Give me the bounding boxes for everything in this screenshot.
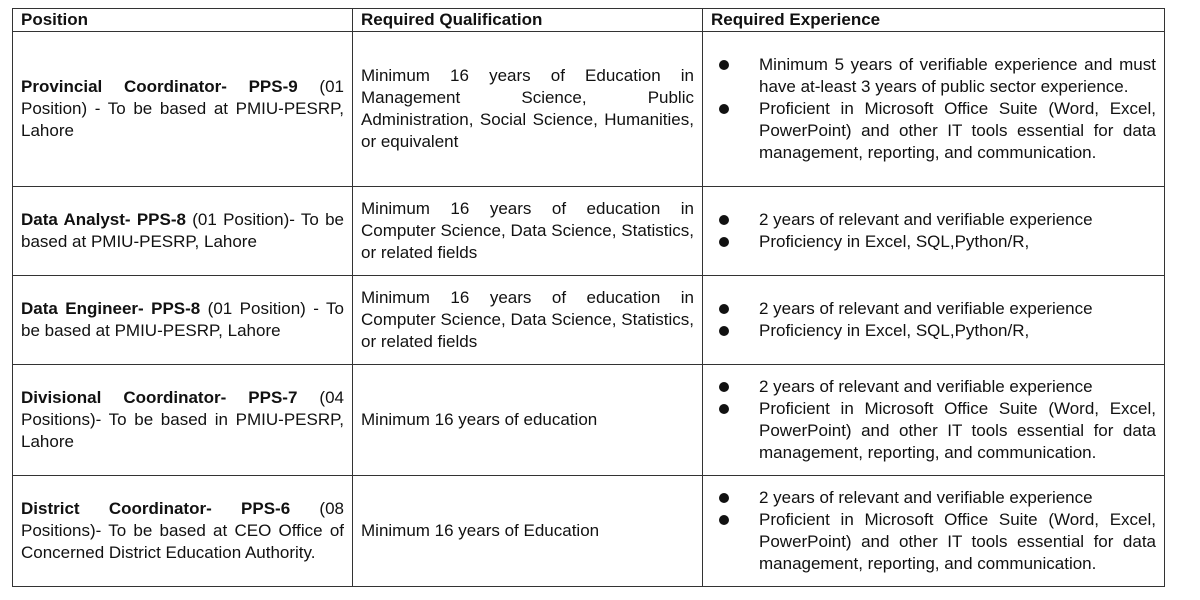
bullet-icon: [719, 404, 729, 414]
position-title: Data Engineer- PPS-8: [21, 299, 201, 318]
position-detail: (01 Position) - To be based at PMIU-PESRP, Lahore: [21, 77, 345, 140]
experience-cell: [703, 187, 1165, 276]
header-experience: Required Experience: [703, 9, 1165, 32]
bullet-icon: [719, 304, 729, 314]
position-cell: [13, 32, 353, 187]
list-item: 2 years of relevant and verifiable experience: [711, 209, 1156, 231]
table-row: [13, 476, 1165, 587]
list-item: Proficiency in Excel, SQL,Python/R,: [711, 320, 1156, 342]
qualification-cell: Minimum 16 years of education in Computer Science, Data Science, Statistics, or related fields: [353, 187, 703, 276]
bullet-icon: [719, 515, 729, 525]
list-item: Proficient in Microsoft Office Suite (Word, Excel, PowerPoint) and other IT tools essential for data management, reporting, and communication.: [711, 509, 1156, 575]
experience-list: [711, 487, 1156, 575]
position-cell: [13, 187, 353, 276]
experience-cell: [703, 276, 1165, 365]
position-cell: [13, 365, 353, 476]
position-title: Provincial Coordinator- PPS-9: [21, 77, 298, 96]
bullet-icon: [719, 493, 729, 503]
qualification-cell: Minimum 16 years of Education: [353, 476, 703, 587]
list-item: Minimum 5 years of verifiable experience and must have at-least 3 years of public sector experience.: [711, 54, 1156, 98]
list-item: 2 years of relevant and verifiable experience: [711, 298, 1156, 320]
bullet-icon: [719, 237, 729, 247]
position-title: Data Analyst- PPS-8: [21, 210, 186, 229]
list-item: Proficient in Microsoft Office Suite (Word, Excel, PowerPoint) and other IT tools essential for data management, reporting, and communication.: [711, 98, 1156, 164]
experience-list: [711, 209, 1156, 253]
list-item: Proficiency in Excel, SQL,Python/R,: [711, 231, 1156, 253]
position-detail: (01 Position)- To be based at PMIU-PESRP, Lahore: [21, 210, 344, 251]
table-row: [13, 276, 1165, 365]
qualification-cell: Minimum 16 years of Education in Management Science, Public Administration, Social Science, Humanities, or equivalent: [353, 32, 703, 187]
experience-list: [711, 298, 1156, 342]
position-detail: (08 Positions)- To be based at CEO Office of Concerned District Education Authority.: [21, 499, 344, 562]
qualification-cell: Minimum 16 years of education: [353, 365, 703, 476]
experience-cell: [703, 476, 1165, 587]
position-detail: (01 Position) - To be based at PMIU-PESRP, Lahore: [21, 299, 344, 340]
position-cell: [13, 276, 353, 365]
position-title: District Coordinator- PPS-6: [21, 499, 291, 518]
list-item: 2 years of relevant and verifiable experience: [711, 487, 1156, 509]
bullet-icon: [719, 215, 729, 225]
table-header-row: [13, 9, 1165, 32]
bullet-icon: [719, 382, 729, 392]
experience-list: [711, 376, 1156, 464]
table-row: [13, 365, 1165, 476]
list-item: 2 years of relevant and verifiable experience: [711, 376, 1156, 398]
list-item: Proficient in Microsoft Office Suite (Word, Excel, PowerPoint) and other IT tools essential for data management, reporting, and communication.: [711, 398, 1156, 464]
experience-cell: [703, 32, 1165, 187]
bullet-icon: [719, 104, 729, 114]
position-detail: (04 Positions)- To be based in PMIU-PESRP, Lahore: [21, 388, 344, 451]
positions-table: [12, 8, 1165, 587]
bullet-icon: [719, 60, 729, 70]
bullet-icon: [719, 326, 729, 336]
table-row: [13, 32, 1165, 187]
experience-list: [711, 54, 1156, 164]
header-qualification: Required Qualification: [353, 9, 703, 32]
qualification-cell: Minimum 16 years of education in Computer Science, Data Science, Statistics, or related fields: [353, 276, 703, 365]
experience-cell: [703, 365, 1165, 476]
position-cell: [13, 476, 353, 587]
header-position: Position: [13, 9, 353, 32]
table-row: [13, 187, 1165, 276]
position-title: Divisional Coordinator- PPS-7: [21, 388, 298, 407]
